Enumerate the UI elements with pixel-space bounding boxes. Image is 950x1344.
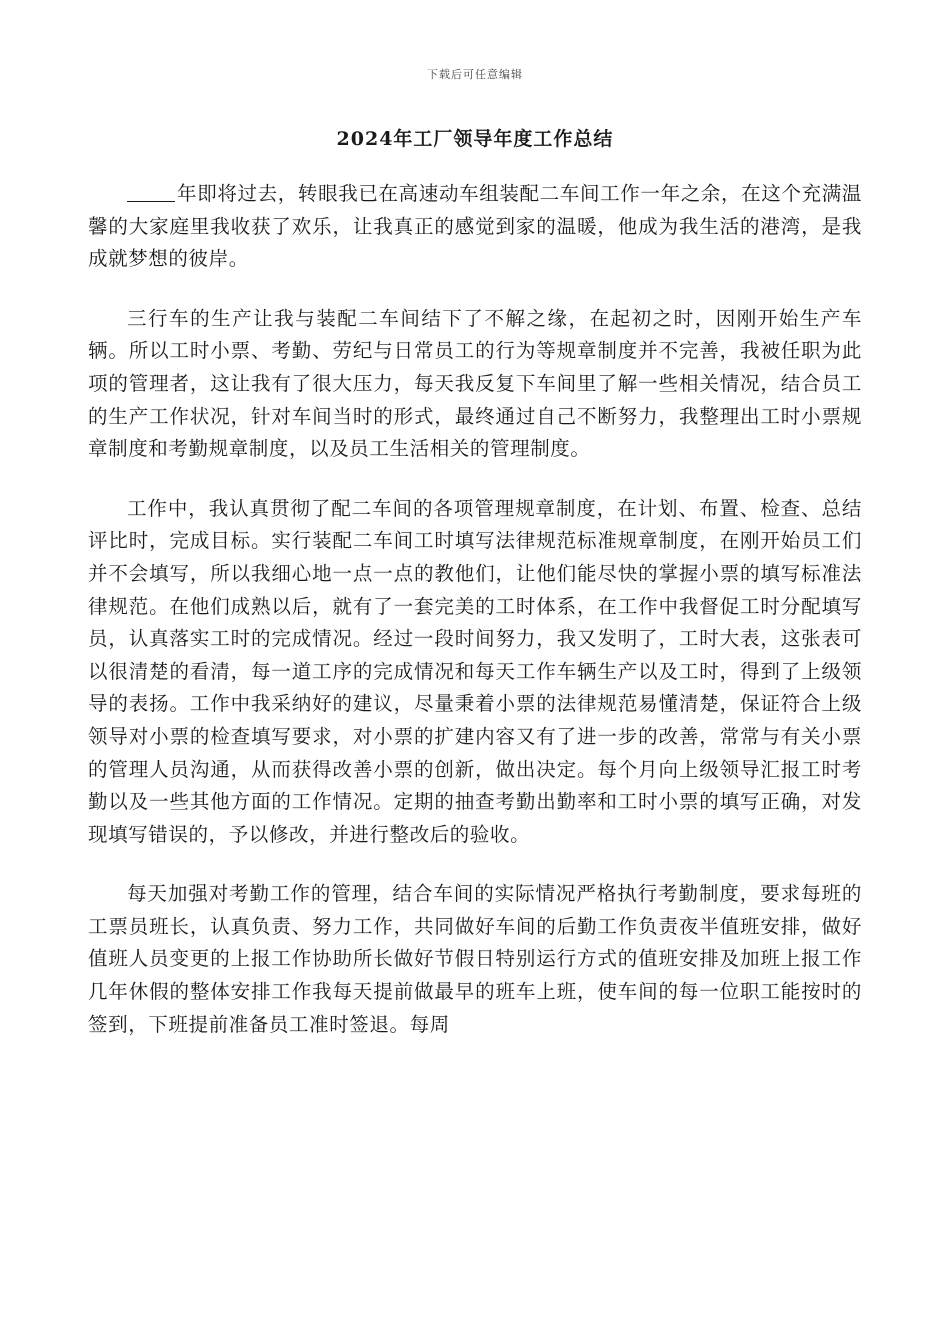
- document-title: 2024年工厂领导年度工作总结: [336, 128, 614, 150]
- paragraph: 三行车的生产让我与装配二车间结下了不解之缘，在起初之时，因刚开始生产车辆。所以工时小票、考勤、劳纪与日常员工的行为等规章制度并不完善，我被任职为此项的管理者，这让我有了很大压力，每天我反复下车间里了解一些相关情况，结合员工的生产工作状况，针对车间当时的形式，最终通过自己不断努力，我整理出工时小票规章制度和考勤规章制度，以及员工生活相关的管理制度。: [88, 306, 862, 461]
- document-body: [88, 178, 862, 1068]
- paragraph: [88, 178, 862, 276]
- header-note: 下载后可任意编辑: [427, 68, 523, 81]
- paragraph: 每天加强对考勤工作的管理，结合车间的实际情况严格执行考勤制度，要求每班的工票员班长，认真负责、努力工作，共同做好车间的后勤工作负责夜半值班安排，做好值班人员变更的上报工作协助所长做好节假日特别运行方式的值班安排及加班上报工作几年休假的整体安排工作我每天提前做最早的班车上班，使车间的每一位职工能按时的签到，下班提前准备员工准时签退。每周: [88, 882, 862, 1036]
- fill-in-blank: [127, 181, 175, 202]
- paragraph: 工作中，我认真贯彻了配二车间的各项管理规章制度，在计划、布置、检查、总结评比时，完成目标。实行装配二车间工时填写法律规范标准规章制度，在刚开始员工们并不会填写，所以我细心地一点一点的教他们，让他们能尽快的掌握小票的填写标准法律规范。在他们成熟以后，就有了一套完美的工时体系，在工作中我督促工时分配填写员，认真落实工时的完成情况。经过一段时间努力，我又发明了，工时大表，这张表可以很清楚的看清，每一道工序的完成情况和每天工作车辆生产以及工时，得到了上级领导的表扬。工作中我采纳好的建议，尽量秉着小票的法律规范易懂清楚，保证符合上级领导对小票的检查填写要求，对小票的扩建内容又有了进一步的改善，常常与有关小票的管理人员沟通，从而获得改善小票的创新，做出决定。每个月向上级领导汇报工时考勤以及一些其他方面的工作情况。定期的抽查考勤出勤率和工时小票的填写正确，对发现填写错误的，予以修改，并进行整改后的验收。: [88, 496, 862, 846]
- paragraph-text: 年即将过去，转眼我已在高速动车组装配二车间工作一年之余，在这个充满温馨的大家庭里我收获了欢乐，让我真正的感觉到家的温暖，他成为我生活的港湾，是我成就梦想的彼岸。: [88, 182, 862, 271]
